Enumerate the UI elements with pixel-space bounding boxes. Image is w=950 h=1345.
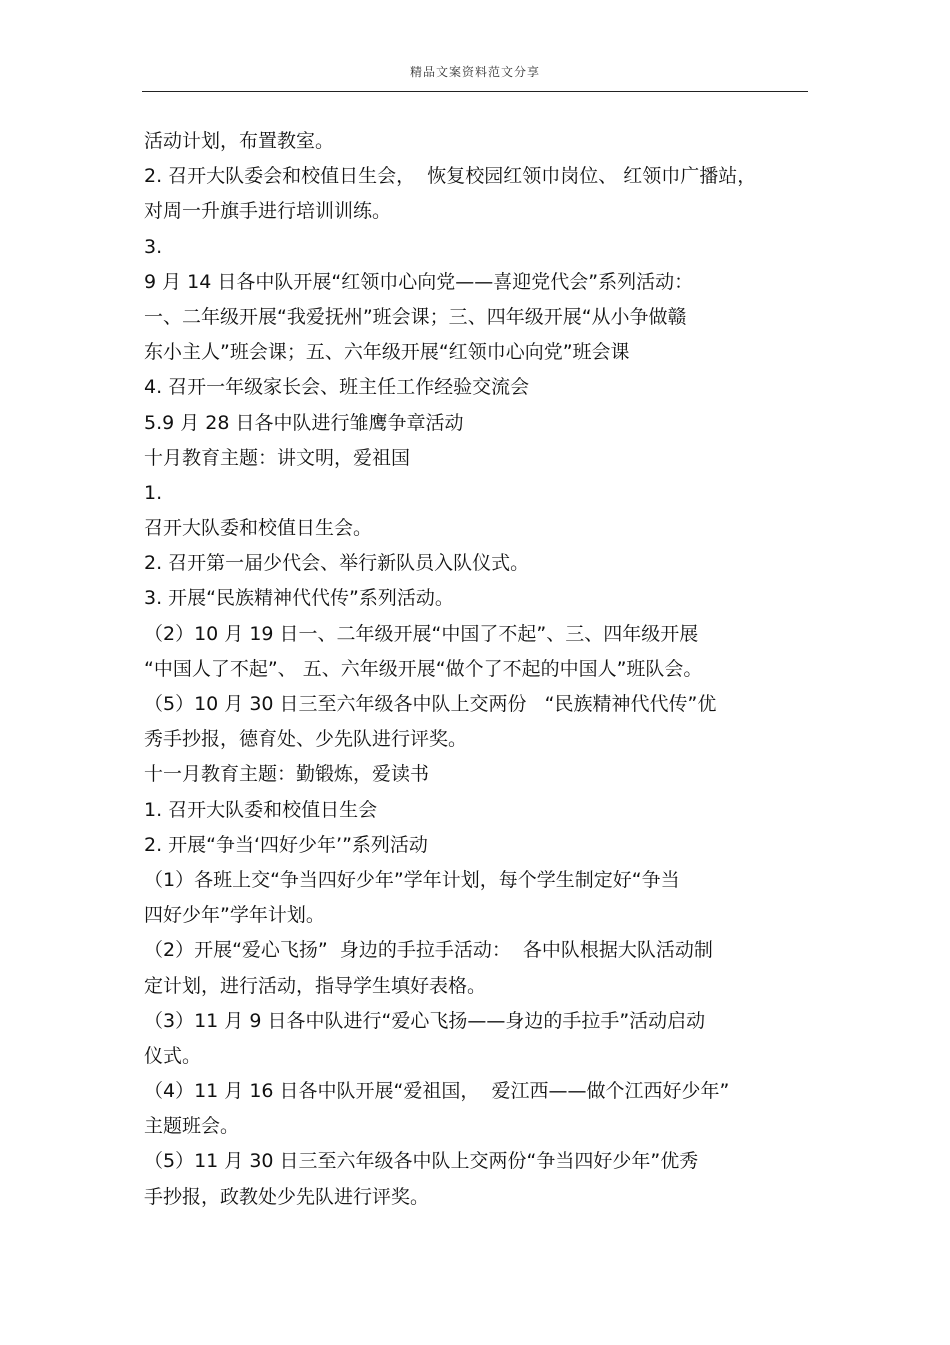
text-line: 秀手抄报，德育处、少先队进行评奖。	[144, 728, 468, 751]
text-line: （3）11 月 9 日各中队进行“爱心飞扬——身边的手拉手”活动启动	[144, 1009, 706, 1032]
text-line: （5）11 月 30 日三至六年级各中队上交两份“争当四好少年”优秀	[144, 1150, 699, 1173]
text-line: 1.	[144, 481, 163, 504]
header-divider	[142, 91, 808, 92]
section-heading: 十一月教育主题：勤锻炼，爱读书	[144, 763, 430, 786]
text-line: 一、二年级开展“我爱抚州”班会课；三、四年级开展“从小争做赣	[144, 305, 687, 328]
text-line: 对周一升旗手进行培训训练。	[144, 200, 392, 223]
page-header: 精品文案资料范文分享	[409, 65, 540, 79]
document-body	[144, 124, 804, 1215]
text-line: （1）各班上交“争当四好少年”学年计划，每个学生制定好“争当	[144, 868, 680, 891]
text-line: 2. 召开大队委会和校值日生会， 恢复校园红领巾岗位、 红领巾广播站，	[144, 165, 757, 188]
section-heading: 十月教育主题：讲文明，爱祖国	[144, 446, 411, 469]
text-line: 3. 开展“民族精神代代传”系列活动。	[144, 587, 454, 610]
text-line: 9 月 14 日各中队开展“红领巾心向党——喜迎党代会”系列活动：	[144, 270, 694, 293]
text-line: 召开大队委和校值日生会。	[144, 517, 373, 540]
text-line: 东小主人”班会课；五、六年级开展“红领巾心向党”班会课	[144, 341, 630, 364]
text-line: （5）10 月 30 日三至六年级各中队上交两份 “民族精神代代传”优	[144, 693, 717, 715]
text-line: （2）10 月 19 日一、二年级开展“中国了不起”、三、四年级开展	[144, 622, 699, 645]
text-line: （2）开展“爱心飞扬” 身边的手拉手活动： 各中队根据大队活动制	[144, 939, 713, 962]
text-line: （4）11 月 16 日各中队开展“爱祖国， 爱江西——做个江西好少年”	[144, 1080, 730, 1103]
text-line: 4. 召开一年级家长会、班主任工作经验交流会	[144, 376, 530, 399]
text-line: 5.9 月 28 日各中队进行雏鹰争章活动	[144, 411, 464, 434]
text-line: “中国人了不起”、 五、六年级开展“做个了不起的中国人”班队会。	[144, 657, 703, 680]
text-line: 2. 开展“争当‘四好少年’”系列活动	[144, 833, 428, 856]
text-line: 主题班会。	[144, 1115, 240, 1138]
text-line: 四好少年”学年计划。	[144, 904, 325, 927]
text-line: 手抄报，政教处少先队进行评奖。	[144, 1185, 430, 1208]
text-line: 1. 召开大队委和校值日生会	[144, 798, 378, 821]
text-line: 仪式。	[144, 1044, 202, 1067]
text-line: 2. 召开第一届少代会、举行新队员入队仪式。	[144, 552, 530, 575]
text-line: 定计划，进行活动，指导学生填好表格。	[144, 974, 487, 997]
text-line: 3.	[144, 235, 163, 258]
text-line: 活动计划，布置教室。	[144, 130, 335, 152]
